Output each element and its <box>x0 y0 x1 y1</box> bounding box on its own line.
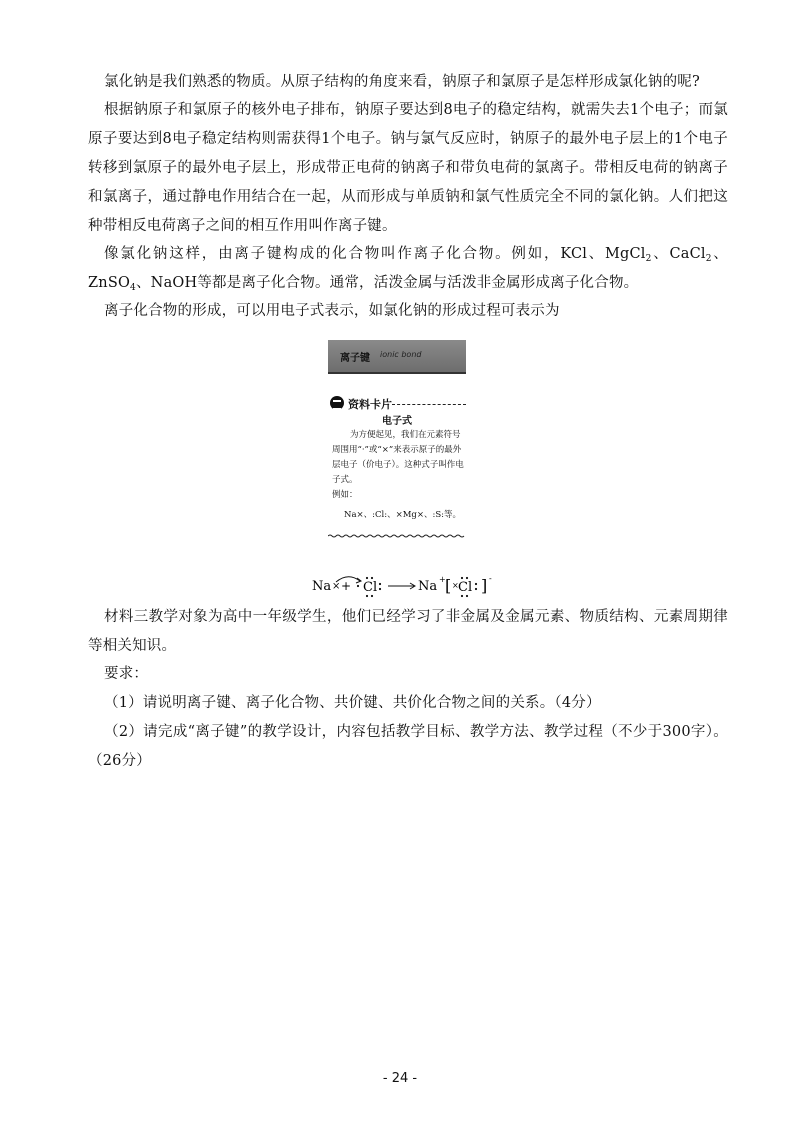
card-header-band <box>328 340 466 374</box>
question-2: （2）请完成“离子键”的教学设计，内容包括教学目标、教学方法、教学过程（不少于300字）。（26分） <box>88 724 728 769</box>
page-number: - 24 - <box>382 1071 418 1086</box>
info-card-figure <box>328 340 466 540</box>
card-subtitle: 电子式 <box>382 416 412 427</box>
nacl-formation-equation <box>310 572 500 598</box>
eq-dot <box>371 577 373 579</box>
p3-text-a: 像氯化钠这样，由离子键构成的化合物叫作离子化合物。例如，KCl、MgCl <box>104 246 646 262</box>
card-divider <box>392 404 466 405</box>
eq-dot <box>379 583 381 585</box>
card-bottom-wave <box>328 534 466 538</box>
eq-plus: + <box>341 579 352 593</box>
eq-dot <box>461 577 463 579</box>
paragraph-ionic-bond-explanation: 根据钠原子和氯原子的核外电子排布，钠原子要达到8电子的稳定结构，就需失去1个电子；而氯原子要达到8电子稳定结构则需获得1个电子。钠与氯气反应时，钠原子的最外电子层上的1个电子转移到氯原子的最外电子层上，形成带正电荷的钠离子和带负电荷的氯离子。带相反电荷的钠离子和氯离子，通过静电作用结合在一起，从而形成与单质钠和氯气性质完全不同的氯化钠。人们把这种带相反电荷离子之间的相互作用叫作离子键。 <box>88 102 728 234</box>
card-title-row <box>330 396 466 412</box>
eq-product-na: Na <box>418 579 438 594</box>
paragraph-intro: 氯化钠是我们熟悉的物质。从原子结构的角度来看，钠原子和氯原子是怎样形成氯化钠的呢? <box>104 74 700 90</box>
card-body-text: 为方便起见，我们在元素符号周围用“·”或“×”来表示原子的最外层电子（价电子）。这种式子叫作电子式。 <box>332 430 464 485</box>
paragraph-ionic-compound <box>88 240 728 298</box>
eq-na: Na <box>312 579 332 594</box>
card-example: Na×、:Cl:、×Mg×、:S:等。 <box>344 510 462 520</box>
card-header-title: 离子键 <box>340 353 370 364</box>
eq-na-electron: × <box>332 581 341 592</box>
p3-text-b: 、CaCl <box>651 246 706 262</box>
paragraph-requirements-heading: 要求： <box>104 666 149 682</box>
eq-dot <box>379 588 381 590</box>
eq-dot <box>371 595 373 597</box>
eq-dot <box>366 577 368 579</box>
p3-text-c: 、ZnSO <box>88 246 729 291</box>
eq-dot <box>475 588 477 590</box>
card-body <box>332 428 464 503</box>
book-icon <box>330 396 344 410</box>
eq-product-cl: Cl <box>458 580 473 595</box>
eq-bracket-open: [ <box>445 576 452 595</box>
question-1: （1）请说明离子键、离子化合物、共价键、共价化合物之间的关系。（4分） <box>104 695 601 711</box>
p3-sub-2: 2 <box>705 254 712 264</box>
p3-sub-1: 2 <box>645 254 652 264</box>
eq-dot <box>475 583 477 585</box>
eq-dot <box>466 577 468 579</box>
eq-product-charge-plus: + <box>439 575 446 584</box>
eq-cl: Cl <box>363 580 378 595</box>
eq-transferred-electron: × <box>452 581 459 590</box>
eq-dot <box>461 595 463 597</box>
paragraph-material-three: 材料三教学对象为高中一年级学生，他们已经学习了非金属及金属元素、物质结构、元素周期律等相关知识。 <box>88 609 728 654</box>
eq-dot <box>366 595 368 597</box>
eq-bracket-close: ] <box>481 576 488 595</box>
card-label: 资料卡片 <box>348 398 392 411</box>
p3-sub-3: 4 <box>130 283 136 293</box>
p3-text-d: 、NaOH等都是离子化合物。通常，活泼金属与活泼非金属形成离子化合物。 <box>135 275 639 291</box>
eq-dot <box>466 595 468 597</box>
card-header-subtitle: ionic bond <box>380 350 422 359</box>
paragraph-electron-formula-intro: 离子化合物的形成，可以用电子式表示，如氯化钠的形成过程可表示为 <box>104 303 560 319</box>
eq-product-charge-minus: - <box>489 574 492 583</box>
eq-dot <box>357 585 359 587</box>
card-example-intro: 例如： <box>332 490 358 500</box>
